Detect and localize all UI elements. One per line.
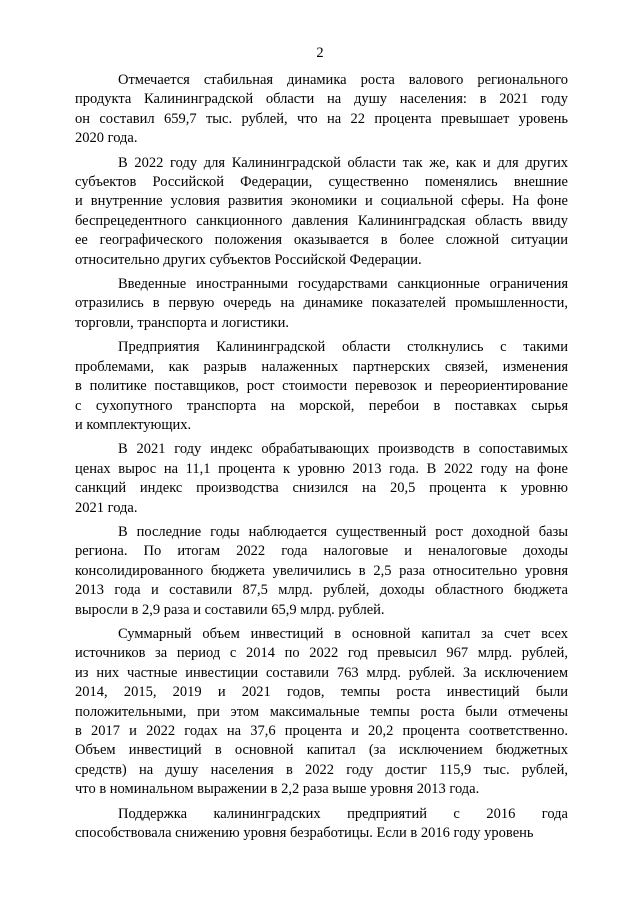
page-number: 2 (316, 45, 324, 61)
text-line: 2014, 2015, 2019 и 2021 годов, темпы роста инвестиций были (75, 684, 568, 701)
text-line: отразились в первую очередь на динамике показателей промышленности, (75, 295, 568, 312)
paragraph (75, 154, 568, 270)
text-line: с сухопутного транспорта на морской, перебои в поставках сырья (75, 397, 568, 414)
text-line: Введенные иностранными государствами санкционные ограничения (118, 276, 568, 293)
text-line: в политике поставщиков, рост стоимости перевозок и переориентирование (75, 378, 568, 395)
text-line: выросли в 2,9 раза и составили 65,9 млрд. рублей. (75, 601, 385, 618)
text-line: беспрецедентного санкционного давления Калининградская область ввиду (75, 212, 568, 229)
text-line: средств) на душу населения в 2022 году достиг 115,9 тыс. рублей, (75, 761, 568, 778)
text-line: В 2022 году для Калининградской области так же, как и для других (118, 154, 568, 171)
text-line: ее географического положения оказывается в более сложной ситуации (75, 232, 568, 249)
paragraph (75, 440, 568, 518)
text-line: 2013 года и составили 87,5 млрд. рублей, доходы областного бюджета (75, 582, 568, 599)
paragraph (75, 625, 568, 800)
text-line: В 2021 году индекс обрабатывающих производств в сопоставимых (118, 441, 568, 458)
paragraph (75, 523, 568, 620)
paragraph (75, 71, 568, 149)
document-body (75, 71, 568, 848)
text-line: Поддержка калининградских предприятий с 2016 года (118, 805, 568, 822)
text-line: Объем инвестиций в основной капитал (за исключением бюджетных (75, 742, 568, 759)
text-line: 2020 года. (75, 130, 138, 147)
text-line: субъектов Российской Федерации, существенно поменялись внешние (75, 174, 568, 191)
text-line: и внутренние условия развития экономики и социальной сферы. На фоне (75, 193, 568, 210)
text-line: санкций индекс производства снизился на 20,5 процента к уровню (75, 480, 568, 497)
text-line: из них частные инвестиции составили 763 млрд. рублей. За исключением (75, 664, 568, 681)
text-line: проблемами, как разрыв налаженных партнерских связей, изменения (75, 358, 568, 375)
text-line: В последние годы наблюдается существенный рост доходной базы (118, 523, 568, 540)
text-line: что в номинальном выражении в 2,2 раза выше уровня 2013 года. (75, 781, 480, 798)
text-line: продукта Калининградской области на душу населения: в 2021 году (75, 91, 568, 108)
paragraph (75, 275, 568, 333)
text-line: в 2017 и 2022 годах на 37,6 процента и 20,2 процента соответственно. (75, 723, 568, 739)
paragraph (75, 805, 568, 844)
text-line: и комплектующих. (75, 416, 192, 433)
text-line: ценах вырос на 11,1 процента к уровню 2013 года. В 2022 году на фоне (75, 460, 568, 477)
text-line: положительными, при этом максимальные темпы роста были отмечены (75, 703, 568, 720)
text-line: Отмечается стабильная динамика роста валового регионального (118, 72, 568, 88)
text-line: источников за период с 2014 по 2022 год превысил 967 млрд. рублей, (75, 645, 568, 662)
text-line: региона. По итогам 2022 года налоговые и неналоговые доходы (75, 543, 568, 560)
text-line: консолидированного бюджета увеличились в 2,5 раза относительно уровня (75, 562, 568, 579)
text-line: Предприятия Калининградской области столкнулись с такими (118, 339, 568, 356)
paragraph (75, 338, 568, 435)
text-line: он составил 659,7 тыс. рублей, что на 22 процента превышает уровень (75, 110, 568, 127)
text-line: относительно других субъектов Российской Федерации. (75, 251, 422, 268)
text-line: Суммарный объем инвестиций в основной капитал за счет всех (118, 625, 568, 642)
text-line: 2021 года. (75, 499, 138, 516)
text-line: способствовала снижению уровня безработицы. Если в 2016 году уровень (75, 825, 534, 842)
text-line: торговли, транспорта и логистики. (75, 314, 289, 331)
